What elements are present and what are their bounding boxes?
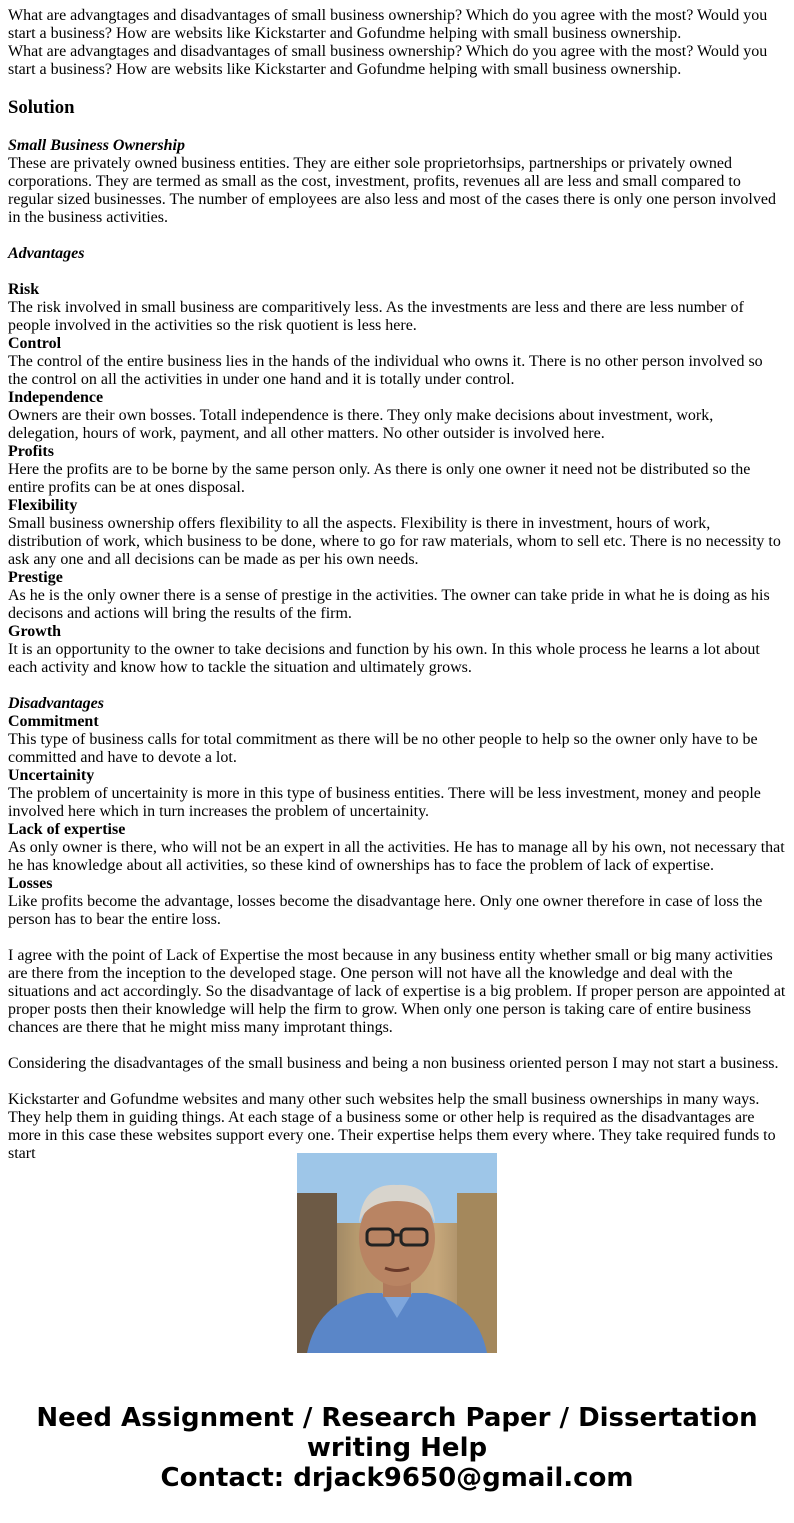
- section-title: Control: [8, 335, 62, 352]
- section-text: Small business ownership offers flexibility to all the aspects. Flexibility is there in investment, hours of work, distribution of work, which business to be done, where to go for raw materials, whom to sell etc. There is no necessity to ask any one and all decisions can be made as per his own needs.: [8, 515, 781, 568]
- question-text: What are advangtages and disadvantages of small business ownership? Which do you agree with the most? Would you start a business? How are websits like Kickstarter and Gofundme helping with small business ownership.: [8, 7, 768, 42]
- answer-content: [8, 7, 786, 1162]
- section-text: The risk involved in small business are comparitively less. As the investments are less and there are less number of people involved in the activities so the risk quotient is less here.: [8, 299, 744, 334]
- section-title: Risk: [8, 281, 40, 298]
- section-text: As only owner is there, who will not be an expert in all the activities. He has to manage all by his own, not necessary that he has knowledge about all activities, so these kind of ownerships has to face the problem of lack of expertise.: [8, 839, 785, 874]
- section-text: The problem of uncertainity is more in this type of business entities. There will be less investment, money and people involved here which in turn increases the problem of uncertainity.: [8, 785, 761, 820]
- disadvantages-title: Disadvantages: [8, 695, 104, 712]
- opinion-paragraph: I agree with the point of Lack of Expertise the most because in any business entity whether small or big many activities are there from the inception to the developed stage. One person will not have all the knowledge and deal with the situations and act accordingly. So the disadvantage of lack of expertise is a big problem. If proper person are appointed at proper posts then their knowledge will help the firm to grow. When only one person is taking care of entire business chances are there that he might miss many improtant things.: [8, 947, 786, 1036]
- section-text: Like profits become the advantage, losses become the disadvantage here. Only one owner therefore in case of loss the person has to bear the entire loss.: [8, 893, 763, 928]
- section-text: It is an opportunity to the owner to take decisions and function by his own. In this whole process he learns a lot about each activity and know how to tackle the situation and ultimately grows.: [8, 641, 760, 676]
- section-title: Growth: [8, 623, 62, 640]
- footer-banner: [0, 1403, 794, 1493]
- section-title: Independence: [8, 389, 104, 406]
- author-photo: [297, 1153, 497, 1353]
- section-title: Profits: [8, 443, 54, 460]
- section-title: Flexibility: [8, 497, 78, 514]
- section-title: Losses: [8, 875, 53, 892]
- websites-paragraph: Kickstarter and Gofundme websites and many other such websites help the small business ownerships in many ways. They help them in guiding things. At each stage of a business some or other help is required as the disadvantages are more in this case these websites support every one. Their expertise helps them every where. They take required funds to start: [8, 1091, 776, 1162]
- section-title: Prestige: [8, 569, 63, 586]
- advantages-title: Advantages: [8, 245, 85, 262]
- section-text: This type of business calls for total commitment as there will be no other people to help so the owner only have to be committed and have to devote a lot.: [8, 731, 758, 766]
- solution-heading: Solution: [8, 97, 75, 118]
- section-text: Here the profits are to be borne by the same person only. As there is only one owner it need not be distributed so the entire profits can be at ones disposal.: [8, 461, 751, 496]
- footer-contact: Contact: drjack9650@gmail.com: [160, 1463, 634, 1493]
- intro-title: Small Business Ownership: [8, 137, 185, 154]
- section-text: As he is the only owner there is a sense of prestige in the activities. The owner can take pride in what he is doing as his decisons and actions will bring the results of the firm.: [8, 587, 770, 622]
- intro-text: These are privately owned business entities. They are either sole proprietorhsips, partnerships or privately owned corporations. They are termed as small as the cost, investment, profits, revenues all are less and small compared to regular sized businesses. The number of employees are also less and most of the cases there is only one person involved in the business activities.: [8, 155, 776, 226]
- section-title: Uncertainity: [8, 767, 95, 784]
- section-text: The control of the entire business lies in the hands of the individual who owns it. There is no other person involved so the control on all the activities in under one hand and it is totally under control.: [8, 353, 763, 388]
- question-text-repeat: What are advangtages and disadvantages of small business ownership? Which do you agree with the most? Would you start a business? How are websits like Kickstarter and Gofundme helping with small business ownership.: [8, 43, 768, 78]
- section-title: Commitment: [8, 713, 99, 730]
- section-text: Owners are their own bosses. Totall independence is there. They only make decisions about investment, work, delegation, hours of work, payment, and all other matters. No other outsider is involved here.: [8, 407, 714, 442]
- footer-help-text: Need Assignment / Research Paper / Dissertation writing Help: [36, 1403, 758, 1463]
- decision-paragraph: Considering the disadvantages of the small business and being a non business oriented person I may not start a business.: [8, 1055, 779, 1072]
- section-title: Lack of expertise: [8, 821, 126, 838]
